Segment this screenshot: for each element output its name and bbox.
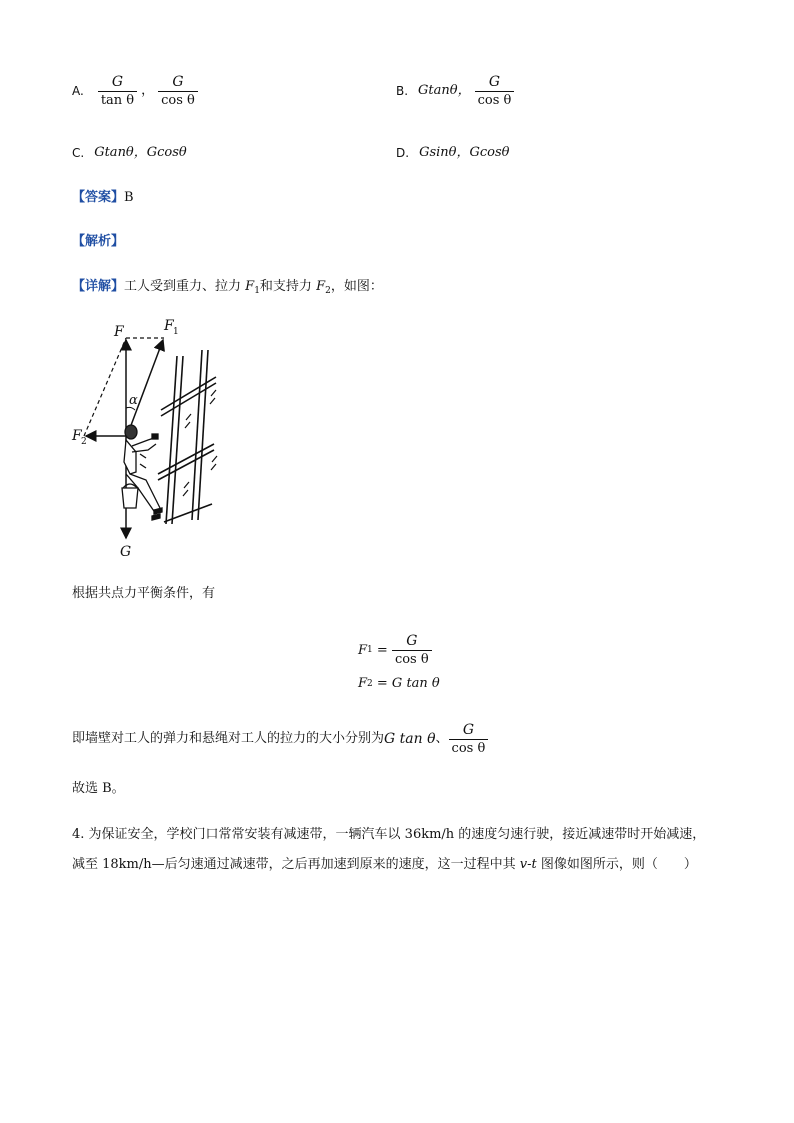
force-diagram	[66, 312, 236, 564]
choose-line: 故选 B。	[72, 781, 125, 796]
option-a-fraction-1: $\frac{G}{\text{tan θ}}$	[98, 73, 137, 109]
force-f1-arrow	[130, 340, 163, 428]
label-f1-sub: 1	[173, 327, 179, 337]
label-f2-sub: 2	[81, 437, 87, 447]
option-b-fraction: $\frac{G}{\text{cos θ}}$	[475, 73, 515, 109]
question-4-line-2: 减至 18km/h—后匀速通过减速带，之后再加速到原来的速度，这一过程中其 v-t 图像如图所示，则（ ）	[72, 857, 697, 872]
label-f2: F	[72, 428, 82, 444]
option-d	[396, 145, 509, 161]
label-f: F	[114, 324, 124, 340]
answer-tag: 【答案】	[72, 190, 125, 205]
option-b-label: B.	[396, 84, 409, 98]
answer-line	[72, 190, 134, 206]
option-a-separator: ，	[141, 83, 155, 98]
conclusion-line: 即墙壁对工人的弹力和悬绳对工人的拉力的大小分别为 G tan θ 、 $\frac{G}{\text{cos θ}}$	[72, 721, 488, 757]
option-a-label: A.	[72, 84, 84, 98]
answer-value: B	[124, 190, 134, 205]
option-b	[396, 73, 514, 109]
option-c	[72, 145, 187, 161]
label-f1: F	[164, 318, 174, 334]
force-parallelogram	[84, 338, 164, 436]
analysis-line	[72, 234, 124, 250]
label-g: G	[120, 544, 132, 560]
option-c-label: C.	[72, 146, 85, 160]
option-c-text: Gtanθ，Gcosθ	[94, 145, 187, 160]
option-d-label: D.	[396, 146, 410, 160]
analysis-tag: 【解析】	[72, 234, 125, 249]
option-b-text: Gtanθ，	[418, 83, 471, 98]
option-a	[72, 73, 198, 109]
worker-figure	[122, 425, 162, 520]
equation-2: F 2 = G tan θ	[358, 676, 440, 691]
option-d-text: Gsinθ，Gcosθ	[419, 145, 510, 160]
label-alpha: α	[129, 393, 138, 408]
equation-1: F 1 = $\frac{G}{\text{cos θ}}$	[358, 632, 432, 668]
question-4-line-1: 4. 为保证安全，学校门口常常安装有减速带，一辆汽车以 36km/h 的速度匀速行驶，接近减速带时开始减速，	[72, 827, 706, 842]
equation-1-fraction: $\frac{G}{\text{cos θ}}$	[392, 632, 432, 668]
detail-line: 【详解】工人受到重力、拉力 $F_1$和支持力 $F_2$，如图：	[72, 279, 383, 296]
conclusion-fraction: $\frac{G}{\text{cos θ}}$	[449, 721, 489, 757]
building-wall	[158, 350, 216, 524]
detail-tag: 【详解】	[72, 279, 125, 294]
balance-text: 根据共点力平衡条件，有	[72, 586, 216, 601]
option-a-fraction-2: $\frac{G}{\text{cos θ}}$	[158, 73, 198, 109]
